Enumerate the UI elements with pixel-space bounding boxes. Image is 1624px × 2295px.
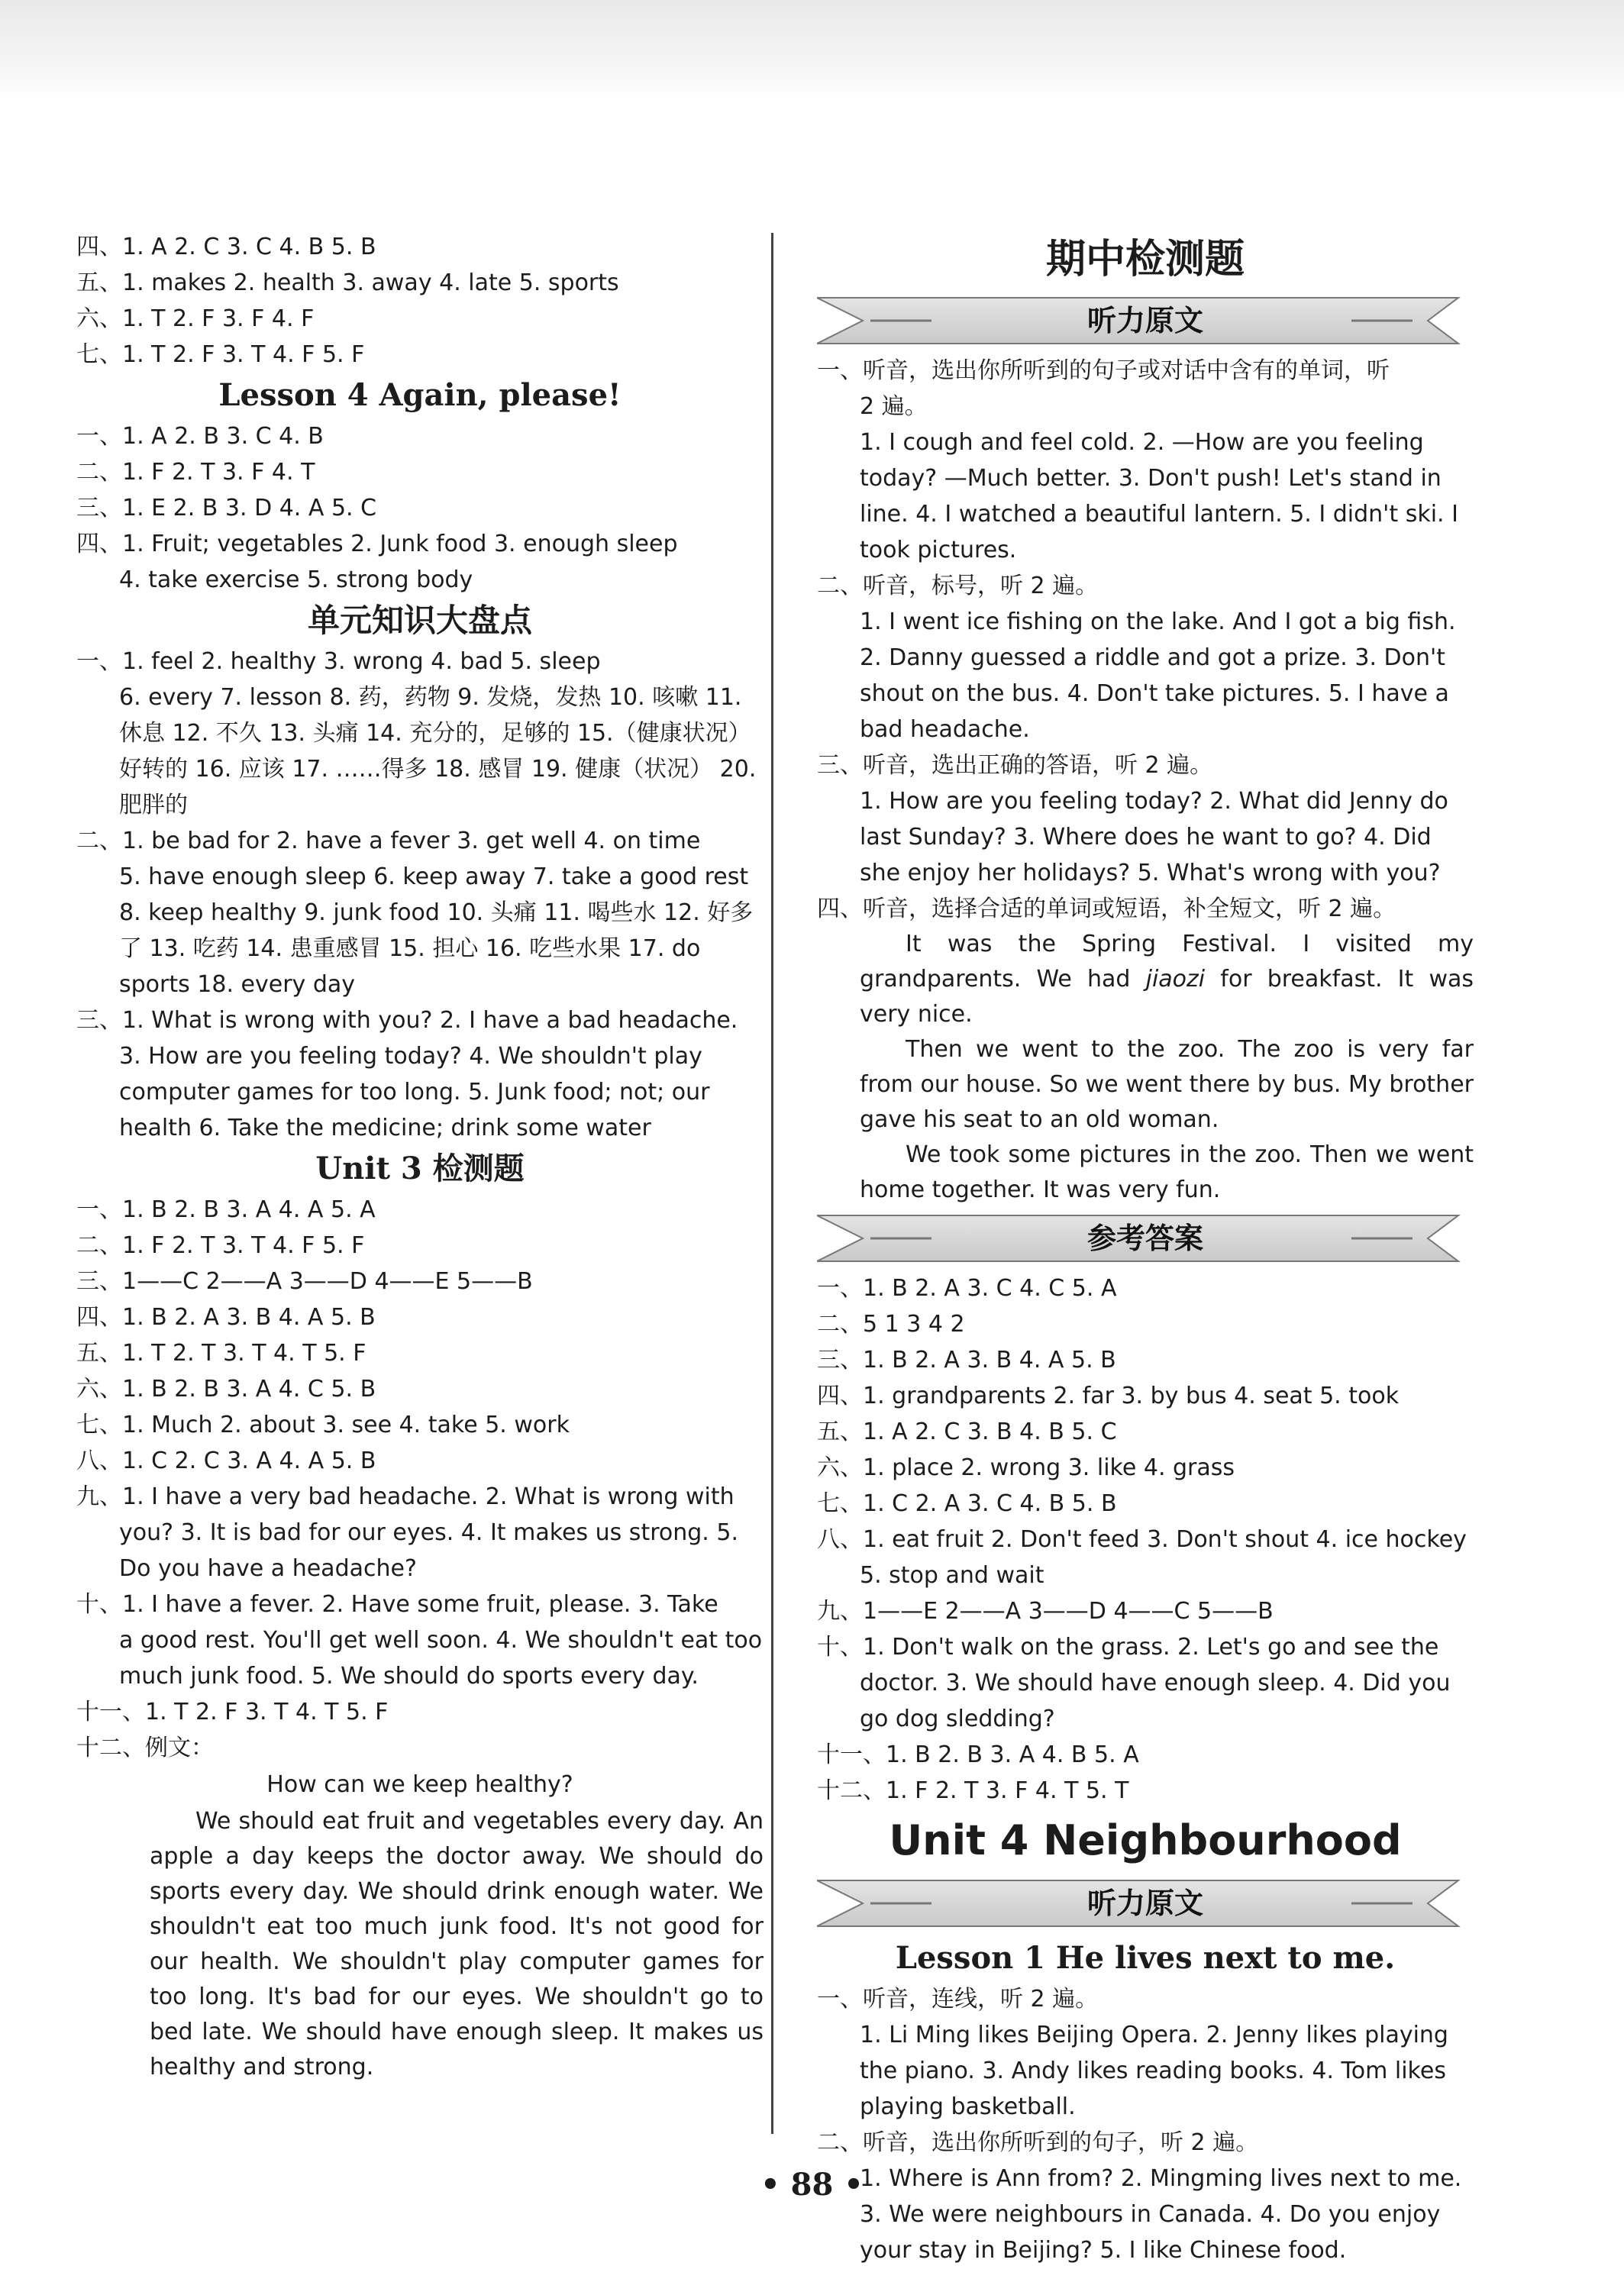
script-line: 1. I went ice fishing on the lake. And I got a big fish. 2. Danny guessed a riddle and got a prize. 3. Don't shout on the bus. 4. Don't take pictures. 5. I have a bad headache. xyxy=(860,608,1456,743)
answer-line: a good rest. You'll get well soon. 4. We shouldn't eat too much junk food. 5. We should do sports every day. xyxy=(119,1627,763,1690)
question-line: 2 遍。 xyxy=(860,393,928,420)
question-line: 一、听音，选出你所听到的句子或对话中含有的单词，听 xyxy=(817,357,1390,384)
script-line: 1. Where is Ann from? 2. Mingming lives next to me. 3. We were neighbours in Canada. 4. Do you enjoy your stay in Beijing? 5. I like Chinese food. xyxy=(860,2165,1462,2264)
review-heading: 单元知识大盘点 xyxy=(307,602,532,639)
answer-line: 十二、例文： xyxy=(76,1735,214,1761)
answer-line: 六、1. B 2. B 3. A 4. C 5. B xyxy=(76,1376,376,1402)
page-number: • 88 • xyxy=(760,2167,864,2203)
passage-text: for breakfast. It was very nice. xyxy=(860,966,1474,1028)
answer-line: 九、1. I have a very bad headache. 2. What is wrong with xyxy=(76,1483,735,1510)
answer-line: 十、1. Don't walk on the grass. 2. Let's go and see the xyxy=(817,1634,1439,1661)
answer-line: 五、1. makes 2. health 3. away 4. late 5. sports xyxy=(76,270,619,296)
question-line: 一、听音，连线，听 2 遍。 xyxy=(817,1986,1099,2013)
answer-line: 四、1. A 2. C 3. C 4. B 5. B xyxy=(76,234,376,260)
script-line: 1. I cough and feel cold. 2. —How are you feeling today? —Much better. 3. Don't push! Let's stand in line. 4. I watched a beautiful lantern. 5. I didn't ski. I took pictures. xyxy=(860,429,1458,563)
answer-line: 十、1. I have a fever. 2. Have some fruit, please. 3. Take xyxy=(76,1591,718,1618)
banner-title: 听力原文 xyxy=(1086,304,1203,337)
answer-line: 七、1. T 2. F 3. T 4. F 5. F xyxy=(76,341,365,368)
answers-banner xyxy=(817,1212,1474,1264)
column-divider xyxy=(771,233,773,2134)
script-line: 1. How are you feeling today? 2. What did Jenny do last Sunday? 3. Where does he want to go? 4. Did she enjoy her holidays? 5. What's wrong with you? xyxy=(860,788,1448,886)
answer-line: 6. every 7. lesson 8. 药，药物 9. 发烧，发热 10. 咳嗽 11. 休息 12. 不久 13. 头痛 14. 充分的，足够的 15.（健康状况）好转的 16. 应该 17. ……得多 18. 感冒 19. 健康（状况） 20. 肥胖的 xyxy=(119,684,757,818)
answer-line: 四、1. B 2. A 3. B 4. A 5. B xyxy=(76,1304,376,1331)
answer-line: 七、1. Much 2. about 3. see 4. take 5. work xyxy=(76,1412,570,1438)
answer-line: you? 3. It is bad for our eyes. 4. It makes us strong. 5. Do you have a headache? xyxy=(119,1519,738,1582)
answer-line: 四、1. grandparents 2. far 3. by bus 4. seat 5. took xyxy=(817,1383,1400,1409)
answer-line: 一、1. A 2. B 3. C 4. B xyxy=(76,423,324,450)
answer-line: 九、1——E 2——A 3——D 4——C 5——B xyxy=(817,1598,1274,1625)
answer-line: 六、1. place 2. wrong 3. like 4. grass xyxy=(817,1454,1235,1481)
question-line: 二、听音，标号，听 2 遍。 xyxy=(817,573,1099,599)
scan-shadow xyxy=(0,0,1624,99)
question-line: 二、听音，选出你所听到的句子，听 2 遍。 xyxy=(817,2129,1259,2156)
midterm-heading: 期中检测题 xyxy=(1045,237,1245,282)
answer-line: 七、1. C 2. A 3. C 4. B 5. B xyxy=(817,1490,1117,1517)
unit4-heading: Unit 4 Neighbourhood xyxy=(889,1816,1402,1864)
right-column xyxy=(817,229,1474,2268)
answer-line: 六、1. T 2. F 3. F 4. F xyxy=(76,305,315,332)
answer-line: 四、1. Fruit; vegetables 2. Junk food 3. enough sleep xyxy=(76,531,678,557)
answer-line: 三、1. What is wrong with you? 2. I have a bad headache. xyxy=(76,1007,738,1034)
answer-line: 一、1. B 2. A 3. C 4. C 5. A xyxy=(817,1275,1117,1302)
answer-line: 5. stop and wait xyxy=(860,1562,1044,1589)
banner-title: 参考答案 xyxy=(1086,1222,1203,1255)
passage-paragraph xyxy=(817,927,1474,1032)
lesson1-heading: Lesson 1 He lives next to me. xyxy=(895,1940,1396,1976)
passage-text: It was the Spring Festival. I visited my grandparents. We had xyxy=(860,931,1474,993)
answer-line: 五、1. T 2. T 3. T 4. T 5. F xyxy=(76,1340,366,1367)
answer-line: 八、1. C 2. C 3. A 4. A 5. B xyxy=(76,1448,376,1474)
listening-banner xyxy=(817,1877,1474,1929)
answer-line: 一、1. feel 2. healthy 3. wrong 4. bad 5. sleep xyxy=(76,648,601,675)
answer-line: 3. How are you feeling today? 4. We shouldn't play computer games for too long. 5. Junk food; not; our health 6. Take the medicine; drink some water xyxy=(119,1043,710,1141)
answer-line: 八、1. eat fruit 2. Don't feed 3. Don't shout 4. ice hockey xyxy=(817,1526,1467,1553)
answer-line: 三、1——C 2——A 3——D 4——E 5——B xyxy=(76,1268,533,1295)
left-column xyxy=(76,229,764,2085)
answer-line: 4. take exercise 5. strong body xyxy=(119,566,473,593)
passage-paragraph: Then we went to the zoo. The zoo is very far from our house. So we went there by bus. My brother gave his seat to an old woman. xyxy=(860,1036,1474,1133)
unit3-heading: Unit 3 检测题 xyxy=(315,1151,525,1186)
question-line: 四、听音，选择合适的单词或短语，补全短文，听 2 遍。 xyxy=(817,896,1396,922)
essay-title: How can we keep healthy? xyxy=(266,1771,573,1798)
question-line: 三、听音，选出正确的答语，听 2 遍。 xyxy=(817,752,1213,779)
answer-line: 十二、1. F 2. T 3. F 4. T 5. T xyxy=(817,1777,1129,1804)
answer-line: 十一、1. B 2. B 3. A 4. B 5. A xyxy=(817,1741,1139,1768)
answer-line: 二、1. F 2. T 3. T 4. F 5. F xyxy=(76,1232,365,1259)
answer-line: 三、1. B 2. A 3. B 4. A 5. B xyxy=(817,1347,1116,1373)
passage-italic: jiaozi xyxy=(1145,966,1206,993)
answer-line: 二、1. be bad for 2. have a fever 3. get well 4. on time xyxy=(76,828,701,854)
answer-line: 五、1. A 2. C 3. B 4. B 5. C xyxy=(817,1419,1117,1445)
lesson4-heading: Lesson 4 Again, please! xyxy=(218,377,622,413)
answer-line: 二、5 1 3 4 2 xyxy=(817,1311,965,1338)
answer-line: doctor. 3. We should have enough sleep. 4. Did you go dog sledding? xyxy=(860,1670,1451,1732)
banner-title: 听力原文 xyxy=(1086,1887,1203,1920)
listening-banner xyxy=(817,295,1474,347)
answer-line: 十一、1. T 2. F 3. T 4. T 5. F xyxy=(76,1699,389,1725)
answer-line: 二、1. F 2. T 3. F 4. T xyxy=(76,459,315,486)
answer-line: 三、1. E 2. B 3. D 4. A 5. C xyxy=(76,495,377,521)
essay-body: We should eat fruit and vegetables every day. An apple a day keeps the doctor away. We should do sports every day. We should drink enough water. We shouldn't eat too much junk food. It's not good for our health. We shouldn't play computer games for too long. It's bad for our eyes. We shouldn't go to bed late. We should have enough sleep. It makes us healthy and strong. xyxy=(150,1808,764,2080)
answer-line: 一、1. B 2. B 3. A 4. A 5. A xyxy=(76,1196,376,1223)
answer-line: 5. have enough sleep 6. keep away 7. take a good rest 8. keep healthy 9. junk food 10. 头痛 11. 喝些水 12. 好多了 13. 吃药 14. 患重感冒 15. 担心 16. 吃些水果 17. do sports 18. every day xyxy=(119,863,754,998)
script-line: 1. Li Ming likes Beijing Opera. 2. Jenny likes playing the piano. 3. Andy likes reading books. 4. Tom likes playing basketball. xyxy=(860,2022,1448,2120)
passage-paragraph: We took some pictures in the zoo. Then we went home together. It was very fun. xyxy=(860,1141,1474,1203)
